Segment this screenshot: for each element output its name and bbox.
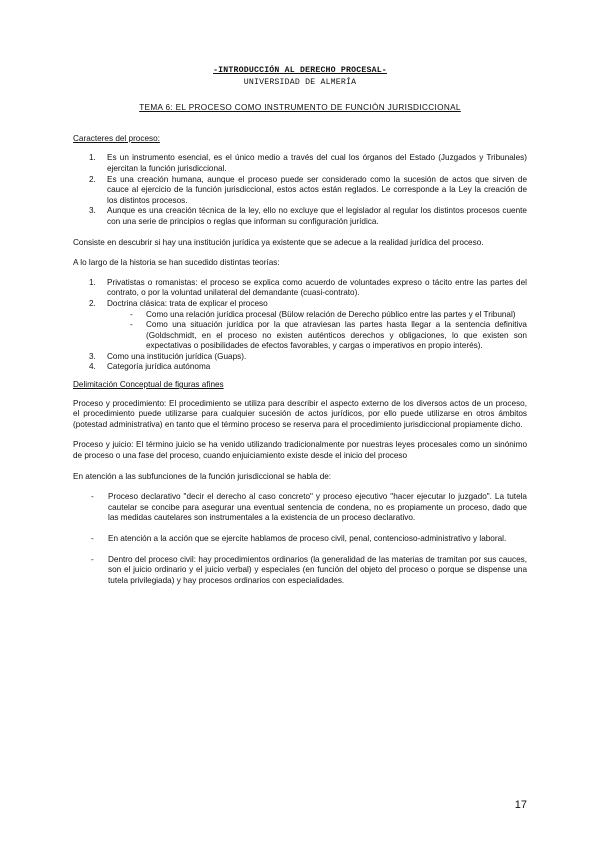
dash-list bbox=[73, 492, 527, 586]
list-text: Dentro del proceso civil: hay procedimientos ordinarios (la generalidad de las materias de tramitan por sus cauces, son el juicio ordinario y el juicio verbal) y especiales (en función del objeto del proceso o porque se dispense una tutela privilegiada) y hay procesos ordinarios con especialidades. bbox=[108, 554, 527, 585]
sub-list-item bbox=[130, 310, 527, 321]
paragraph: En atención a las subfunciones de la función jurisdiccional se habla de: bbox=[73, 471, 332, 481]
list-dash: - bbox=[91, 492, 94, 502]
list-item bbox=[89, 206, 527, 227]
list-number: 3. bbox=[89, 206, 96, 216]
list-text: Como una institución jurídica (Guaps). bbox=[107, 351, 247, 361]
sub-list-item bbox=[130, 320, 527, 352]
list-dash: - bbox=[130, 309, 133, 319]
list-dash: - bbox=[130, 320, 133, 330]
list-text: Aunque es una creación técnica de la ley, ello no excluye que el legislador al regular los distintos procesos cuente con una serie de principios o reglas que informan su configuración jurídica. bbox=[107, 206, 527, 226]
section-title-caracteres: Caracteres del proceso: bbox=[73, 133, 160, 143]
list-number: 2. bbox=[89, 298, 96, 308]
list-text: Es un instrumento esencial, es el único medio a través del cual los órganos del Estado (Juzgados y Tribunales) ejercitan la función jurisdiccional. bbox=[107, 153, 527, 173]
dash-list-item bbox=[91, 492, 527, 524]
topic-title: TEMA 6: EL PROCESO COMO INSTRUMENTO DE FUNCIÓN JURISDICCIONAL bbox=[139, 103, 461, 113]
list-text: En atención a la acción que se ejercite hablamos de proceso civil, penal, contencioso-administrativo y laboral. bbox=[108, 534, 507, 543]
paragraph: Proceso y juicio: El término juicio se ha venido utilizando tradicionalmente por nuestras leyes procesales como un sinónimo de proceso o una fase del proceso, cuando enjuiciamiento existe desde el inicio del proceso bbox=[73, 440, 527, 461]
list-dash: - bbox=[91, 534, 94, 543]
theories-list bbox=[73, 278, 527, 373]
characteristics-list bbox=[73, 153, 527, 227]
paragraph: A lo largo de la historia se han sucedido distintas teorías: bbox=[73, 258, 280, 268]
section-title-delimitacion: Delimitación Conceptual de figuras afines bbox=[73, 380, 224, 390]
list-item bbox=[89, 278, 527, 299]
list-item bbox=[89, 299, 527, 310]
list-item bbox=[89, 362, 527, 373]
document-page bbox=[73, 66, 527, 586]
list-item bbox=[89, 153, 527, 174]
list-number: 3. bbox=[89, 351, 96, 361]
list-item bbox=[89, 352, 527, 363]
list-number: 1. bbox=[89, 153, 96, 163]
list-number: 4. bbox=[89, 362, 96, 372]
list-number: 2. bbox=[89, 174, 96, 184]
university-name: UNIVERSIDAD DE ALMERÍA bbox=[243, 77, 357, 87]
page-number: 17 bbox=[514, 799, 527, 811]
list-text: Proceso declarativo "decir el derecho al caso concreto" y proceso ejecutivo "hacer ejecutar lo juzgado". La tutela cautelar se concibe para asegurar una eventual sentencia de condena, no es propiamente un proceso, dado que las medidas cautelares son instrumentales a la existencia de un proceso declarativo. bbox=[108, 492, 527, 523]
paragraph: Proceso y procedimiento: El procedimiento se utiliza para describir el aspecto externo de los diversos actos de un proceso, el procedimiento puede utilizarse para cualquier sucesión de actos jurídicos, por ello puede utilizarse en otros ámbitos (potestad administrativa) en tanto que el término proceso se reserva para el procedimiento jurisdiccional propiamente dicho. bbox=[73, 398, 527, 429]
list-text: Es una creación humana, aunque el proceso puede ser considerado como la sucesión de actos que sirven de cauce al ejercicio de la función jurisdiccional, estos actos están reglados. Le corresponde a la Ley la creación de los distintos procesos. bbox=[107, 174, 527, 205]
list-text: Como una situación jurídica por la que atraviesan las partes hasta llegar a la sentencia definitiva (Goldschmidt, en el proceso no existen auténticos derechos y obligaciones, lo que existen son expectativas o posibilidades de efectos favorables, y cargas o imperativos en propio interés). bbox=[146, 320, 527, 351]
list-text: Como una relación jurídica procesal (Bülow relación de Derecho público entre las partes y el Tribunal) bbox=[146, 309, 516, 319]
list-text: Doctrina clásica: trata de explicar el proceso bbox=[107, 298, 268, 308]
list-text: Categoría jurídica autónoma bbox=[107, 362, 211, 372]
dash-list-item bbox=[91, 534, 527, 545]
list-dash: - bbox=[91, 554, 94, 564]
list-number: 1. bbox=[89, 277, 96, 287]
list-text: Privatistas o romanistas: el proceso se explica como acuerdo de voluntades expreso o tácito entre las partes del contrato, o por la voluntad unilateral del demandante (cuasi-contrato). bbox=[107, 277, 527, 298]
dash-list-item bbox=[91, 555, 527, 587]
course-title: -INTRODUCCIÓN AL DERECHO PROCESAL- bbox=[213, 66, 387, 75]
paragraph: Consiste en descubrir si hay una institución jurídica ya existente que se adecue a la realidad jurídica del proceso. bbox=[73, 237, 484, 247]
list-item bbox=[89, 175, 527, 207]
